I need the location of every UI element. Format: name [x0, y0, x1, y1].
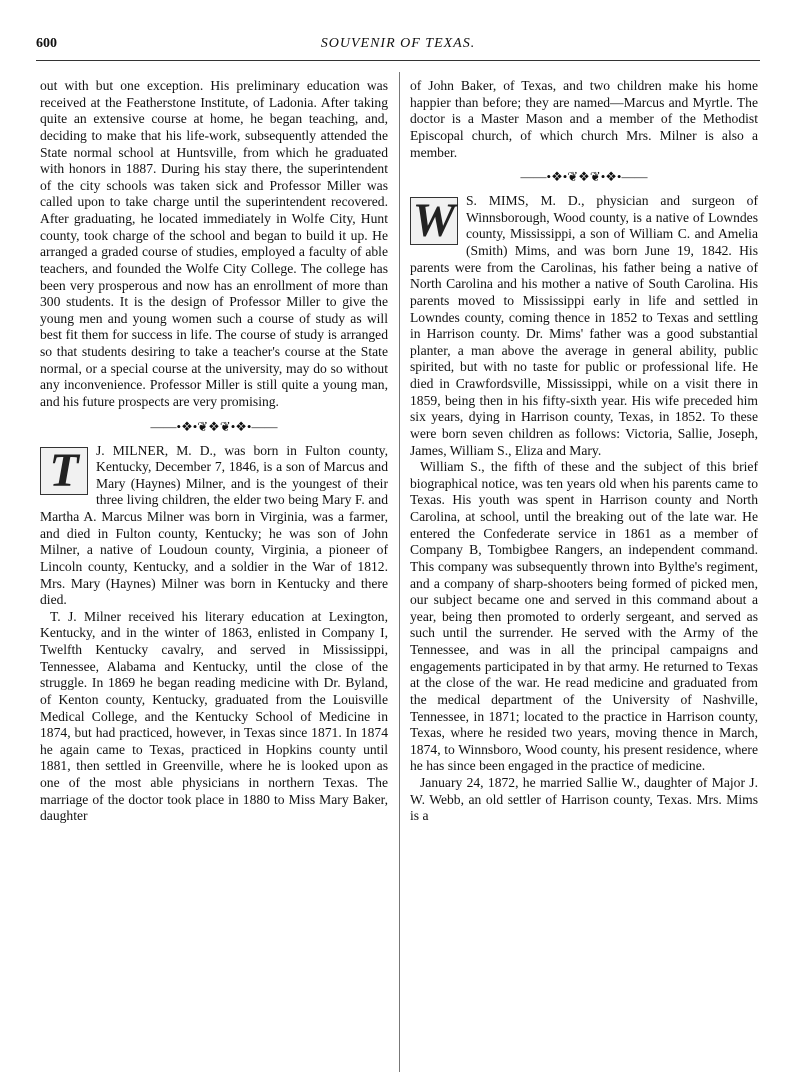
- paragraph-mims-career: William S., the fifth of these and the subject of this brief biographical notice, was ten years old when his parents came to Texas. His youth was spent in Harrison county and North Carolina, at school, until the breaking out of the late war. He entered the Confederate service in 1861 as a member of Company B, Tombigbee Rangers, an independent command. This company was subsequently thrown into Bylthe's regiment, and a company of sharp-shooters being formed of picked men, our subject became one and served in this command about a year, being then promoted to orderly sergeant, and served as such until the surrender. He served with the Army of the Tennessee, and was in all the principal campaigns and engagements participated in by that army. He returned to Texas at the close of the war. He read medicine and graduated from the medical department of the University of Nashville, Tennessee, in 1871; located to the practice in Harrison county, Texas, where he resided two years, moving thence in March, 1874, to Winnsboro, Wood county, his present residence, where he has since been engaged in the practice of medicine.: [410, 459, 758, 774]
- section-ornament: ——•❖•❦❖❦•❖•——: [520, 169, 648, 185]
- paragraph-miller-continued: out with but one exception. His preliminary education was received at the Featherstone Institute, of Ladonia. After taking quite an extensive course at home, he began teaching, and, deciding to make that his life-work, subsequently attended the State normal school at Huntsville, from which he graduated with honors in 1887. During his stay there, the superintendent of the city schools was taken sick and Professor Miller was called upon to take charge until the superintendent recovered. After graduating, he located immediately in Wolfe City, Hunt county, took charge of the school and began to build it up. He arranged a graded course of studies, employed a faculty of able teachers, and founded the Wolfe City College. The college has been very prosperous and now has an enrollment of more than 300 students. It is the design of Professor Miller to give the young men and young women such a course of study as will best fit them for success in life. The course of study is arranged so that students desiring to take a teacher's course at the State normal, or a special course at the university, may do so without any inconvenience. Professor Miller is still quite a young man, and his future prospects are very promising.: [40, 78, 388, 409]
- section-ornament: ——•❖•❦❖❦•❖•——: [150, 418, 278, 434]
- milner-intro-text: J. MILNER, M. D., was born in Fulton county, Kentucky, December 7, 1846, is a son of Marcus and Mary (Haynes) Milner, and is the youngest of their three living children, the elder two being Mary F. and Martha A. Marcus Milner was born in Virginia, was a farmer, and died in Fulton county, Kentucky; he was son of John Milner, a native of Loudoun county, Virginia, a pioneer of Lincoln county, Kentucky, and a soldier in the War of 1812. Mrs. Mary (Haynes) Milner was born in Kentucky and there died.: [40, 442, 388, 608]
- paragraph-mims-marriage: January 24, 1872, he married Sallie W., daughter of Major J. W. Webb, an old settler of Harrison county, Texas. Mrs. Mims is a: [410, 775, 758, 824]
- right-column: [410, 78, 758, 825]
- dropcap-t: T: [40, 447, 88, 495]
- dropcap-w: W: [410, 197, 458, 245]
- header-rule: [36, 60, 760, 61]
- mims-intro-text: S. MIMS, M. D., physician and surgeon of Winnsborough, Wood county, is a native of Lowndes county, Mississippi, a son of William C. and Amelia (Smith) Mims, and was born June 19, 1842. His parents were from the Carolinas, his father being a native of North Carolina and his mother a native of South Carolina. His parents moved to Mississippi early in life and settled in Lowndes county, coming thence in 1852 to Texas and settling in Harrison county. Dr. Mims' father was a good substantial planter, a man above the average in general ability, public spirited, but with no taste for public or professional life. He died in Crawfordsville, Mississippi, while on a visit there in 1859, being then in his fifty-sixth year. His wife preceded him six years, dying in Harrison county, Texas, in 1852. To these were born seven children as follows: Victoria, Sallie, Joseph, James, William S., Eliza and Mary.: [410, 193, 758, 458]
- page-number: 600: [36, 36, 57, 51]
- page-header: [36, 36, 760, 56]
- column-divider: [399, 72, 400, 1072]
- paragraph-mims-intro: [410, 193, 758, 459]
- paragraph-milner-family: of John Baker, of Texas, and two children make his home happier than before; they are named—Marcus and Myrtle. The doctor is a Master Mason and a member of the Methodist Episcopal church, of which church Mrs. Milner is also a member.: [410, 78, 758, 160]
- left-column: [40, 78, 388, 825]
- paragraph-milner-education: T. J. Milner received his literary education at Lexington, Kentucky, and in the winter of 1863, enlisted in Company I, Twelfth Kentucky cavalry, and served in Mississippi, Tennessee, Alabama and Kentucky, until the close of the struggle. In 1869 he began reading medicine with Dr. Byland, of Kenton county, Kentucky, graduated from the Louisville Medical College, and the Kentucky School of Medicine in 1874, but had practiced, however, in Texas since 1871. In 1874 he again came to Texas, practiced in Hopkins county until 1881, then settled in Greenville, where he is looked upon as one of the most able physicians in northern Texas. The marriage of the doctor took place in 1880 to Miss Mary Baker, daughter: [40, 608, 388, 824]
- paragraph-milner-intro: [40, 443, 388, 609]
- running-title: SOUVENIR OF TEXAS.: [320, 36, 476, 51]
